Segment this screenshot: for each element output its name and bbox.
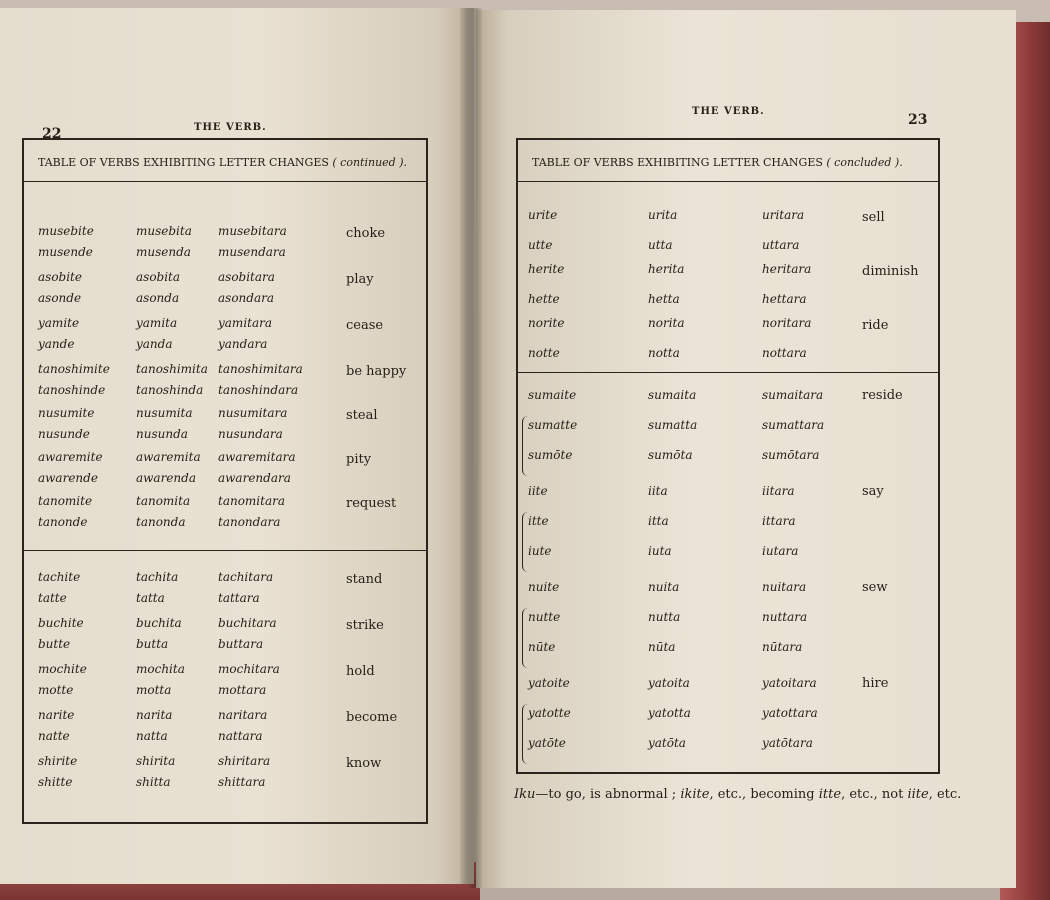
verb-table bbox=[516, 138, 940, 774]
verb-form: asonde bbox=[38, 291, 82, 305]
verb-form: nusumita bbox=[136, 406, 193, 420]
gloss: sell bbox=[862, 210, 885, 225]
verb-form: utta bbox=[648, 238, 673, 252]
verb-form: tanoshinde bbox=[38, 383, 106, 397]
variant-brace bbox=[522, 512, 529, 572]
verb-form: musebitara bbox=[218, 224, 287, 238]
verb-form: awarende bbox=[38, 471, 98, 485]
verb-form: yanda bbox=[136, 337, 173, 351]
verb-form: sumaitara bbox=[762, 388, 824, 402]
verb-form: hette bbox=[528, 292, 560, 306]
gloss: become bbox=[346, 710, 398, 725]
verb-form: tachite bbox=[38, 570, 81, 584]
verb-form: nūte bbox=[528, 640, 556, 654]
table-title-suffix: ( concluded ). bbox=[826, 156, 903, 169]
verb-form: narite bbox=[38, 708, 75, 722]
verb-form: narita bbox=[136, 708, 173, 722]
verb-form: sumōta bbox=[648, 448, 693, 462]
verb-form: tachita bbox=[136, 570, 179, 584]
verb-form: noritara bbox=[762, 316, 812, 330]
verb-form: awaremite bbox=[38, 450, 103, 464]
verb-form: nusunde bbox=[38, 427, 90, 441]
verb-form: tanondara bbox=[218, 515, 281, 529]
verb-form: yamite bbox=[38, 316, 80, 330]
verb-form: tachitara bbox=[218, 570, 274, 584]
verb-form: yatotte bbox=[528, 706, 571, 720]
verb-form: yamita bbox=[136, 316, 178, 330]
verb-form: yatoitara bbox=[762, 676, 817, 690]
verb-form: buchite bbox=[38, 616, 84, 630]
verb-form: mottara bbox=[218, 683, 267, 697]
footnote-example-3: iite bbox=[907, 787, 929, 802]
gloss: be happy bbox=[346, 364, 407, 379]
gloss: hold bbox=[346, 664, 375, 679]
verb-form: asobitara bbox=[218, 270, 275, 284]
running-head: THE VERB. bbox=[194, 122, 267, 133]
verb-form: iute bbox=[528, 544, 552, 558]
footnote-text: —to go, is abnormal ; bbox=[535, 787, 681, 802]
verb-form: naritara bbox=[218, 708, 268, 722]
gloss: request bbox=[346, 496, 397, 511]
verb-form: norita bbox=[648, 316, 685, 330]
verb-form: nottara bbox=[762, 346, 807, 360]
verb-form: shiritara bbox=[218, 754, 271, 768]
verb-form: mochite bbox=[38, 662, 87, 676]
table-section-divider bbox=[24, 550, 426, 551]
verb-form: butte bbox=[38, 637, 71, 651]
right-page bbox=[476, 10, 1016, 888]
verb-form: sumatte bbox=[528, 418, 578, 432]
table-caption bbox=[518, 140, 938, 182]
verb-form: natta bbox=[136, 729, 168, 743]
verb-form: uritara bbox=[762, 208, 805, 222]
verb-form: hettara bbox=[762, 292, 807, 306]
verb-form: yatoite bbox=[528, 676, 570, 690]
verb-form: shirite bbox=[38, 754, 78, 768]
verb-form: ittara bbox=[762, 514, 796, 528]
gloss: cease bbox=[346, 318, 384, 333]
verb-form: urite bbox=[528, 208, 558, 222]
verb-form: herita bbox=[648, 262, 685, 276]
verb-form: nutte bbox=[528, 610, 561, 624]
verb-form: yatottara bbox=[762, 706, 818, 720]
gloss: diminish bbox=[862, 264, 919, 279]
table-title: TABLE OF VERBS EXHIBITING LETTER CHANGES bbox=[532, 156, 823, 169]
table-title-suffix: ( continued ). bbox=[332, 156, 407, 169]
verb-form: nusunda bbox=[136, 427, 188, 441]
verb-form: sumattara bbox=[762, 418, 825, 432]
verb-form: asobite bbox=[38, 270, 82, 284]
variant-brace bbox=[522, 704, 529, 764]
verb-form: shirita bbox=[136, 754, 176, 768]
verb-form: nutta bbox=[648, 610, 681, 624]
verb-form: tanoshinda bbox=[136, 383, 204, 397]
verb-form: tanoshindara bbox=[218, 383, 299, 397]
gloss: reside bbox=[862, 388, 903, 403]
variant-brace bbox=[522, 416, 529, 476]
verb-form: heritara bbox=[762, 262, 812, 276]
verb-form: yatotta bbox=[648, 706, 691, 720]
verb-form: shitte bbox=[38, 775, 73, 789]
verb-form: tatte bbox=[38, 591, 67, 605]
verb-form: norite bbox=[528, 316, 565, 330]
verb-form: musendara bbox=[218, 245, 286, 259]
verb-form: asondara bbox=[218, 291, 274, 305]
verb-form: motte bbox=[38, 683, 74, 697]
verb-form: tanonde bbox=[38, 515, 88, 529]
verb-form: asobita bbox=[136, 270, 181, 284]
verb-form: motta bbox=[136, 683, 172, 697]
verb-form: iuta bbox=[648, 544, 672, 558]
gloss: say bbox=[862, 484, 884, 499]
table-section-divider bbox=[518, 372, 938, 373]
verb-form: tanoshimita bbox=[136, 362, 208, 376]
verb-form: nuite bbox=[528, 580, 560, 594]
gloss: hire bbox=[862, 676, 889, 691]
gloss: know bbox=[346, 756, 382, 771]
footnote bbox=[514, 787, 961, 802]
verb-form: tattara bbox=[218, 591, 260, 605]
verb-form: shittara bbox=[218, 775, 266, 789]
verb-form: iita bbox=[648, 484, 668, 498]
table-title: TABLE OF VERBS EXHIBITING LETTER CHANGES bbox=[38, 156, 329, 169]
verb-form: sumaite bbox=[528, 388, 577, 402]
verb-form: awaremita bbox=[136, 450, 201, 464]
verb-form: tanomitara bbox=[218, 494, 286, 508]
verb-form: nusumite bbox=[38, 406, 95, 420]
footnote-example-1: ikite bbox=[680, 787, 710, 802]
variant-brace bbox=[522, 608, 529, 668]
verb-form: shitta bbox=[136, 775, 171, 789]
verb-form: tanomite bbox=[38, 494, 93, 508]
gloss: steal bbox=[346, 408, 378, 423]
footnote-mid-2: , etc., not bbox=[841, 787, 908, 802]
gloss: sew bbox=[862, 580, 888, 595]
verb-form: musebite bbox=[38, 224, 94, 238]
gloss: choke bbox=[346, 226, 386, 241]
verb-form: iitara bbox=[762, 484, 795, 498]
verb-form: notta bbox=[648, 346, 680, 360]
verb-form: hetta bbox=[648, 292, 680, 306]
footnote-mid: , etc., becoming bbox=[709, 787, 819, 802]
verb-form: asonda bbox=[136, 291, 180, 305]
verb-form: nuita bbox=[648, 580, 680, 594]
verb-form: iite bbox=[528, 484, 548, 498]
verb-form: yandara bbox=[218, 337, 268, 351]
gloss: play bbox=[346, 272, 374, 287]
verb-form: yande bbox=[38, 337, 75, 351]
verb-form: yatōta bbox=[648, 736, 686, 750]
verb-form: natte bbox=[38, 729, 70, 743]
verb-form: iutara bbox=[762, 544, 799, 558]
verb-form: awarendara bbox=[218, 471, 291, 485]
verb-form: nattara bbox=[218, 729, 263, 743]
table-caption bbox=[24, 140, 426, 182]
running-head: THE VERB. bbox=[692, 106, 765, 117]
verb-form: butta bbox=[136, 637, 169, 651]
verb-form: sumaita bbox=[648, 388, 697, 402]
verb-form: nūtara bbox=[762, 640, 803, 654]
verb-form: nusundara bbox=[218, 427, 283, 441]
verb-form: yatoita bbox=[648, 676, 690, 690]
footnote-lead: Iku bbox=[514, 787, 536, 802]
verb-form: nusumitara bbox=[218, 406, 288, 420]
verb-form: nūta bbox=[648, 640, 676, 654]
footnote-end: , etc. bbox=[928, 787, 962, 802]
verb-form: mochitara bbox=[218, 662, 280, 676]
verb-form: nuttara bbox=[762, 610, 808, 624]
verb-form: buchita bbox=[136, 616, 182, 630]
verb-form: herite bbox=[528, 262, 565, 276]
verb-form: yatōtara bbox=[762, 736, 813, 750]
verb-form: nuitara bbox=[762, 580, 807, 594]
verb-form: musebita bbox=[136, 224, 192, 238]
verb-form: tanonda bbox=[136, 515, 186, 529]
verb-form: tanomita bbox=[136, 494, 191, 508]
page-number: 22 bbox=[42, 126, 62, 142]
verb-form: tanoshimitara bbox=[218, 362, 303, 376]
verb-form: yamitara bbox=[218, 316, 273, 330]
page-number: 23 bbox=[908, 112, 928, 128]
gloss: ride bbox=[862, 318, 889, 333]
verb-form: buttara bbox=[218, 637, 264, 651]
verb-form: itta bbox=[648, 514, 669, 528]
verb-form: notte bbox=[528, 346, 560, 360]
book-gutter bbox=[468, 8, 482, 888]
gloss: strike bbox=[346, 618, 384, 633]
verb-form: musenda bbox=[136, 245, 191, 259]
verb-form: urita bbox=[648, 208, 678, 222]
verb-form: utte bbox=[528, 238, 553, 252]
verb-form: tatta bbox=[136, 591, 165, 605]
verb-form: sumatta bbox=[648, 418, 698, 432]
verb-form: uttara bbox=[762, 238, 800, 252]
verb-form: awaremitara bbox=[218, 450, 296, 464]
footnote-example-2: itte bbox=[818, 787, 842, 802]
verb-form: buchitara bbox=[218, 616, 277, 630]
verb-form: mochita bbox=[136, 662, 185, 676]
verb-table bbox=[22, 138, 428, 824]
gloss: stand bbox=[346, 572, 383, 587]
gloss: pity bbox=[346, 452, 372, 467]
verb-form: musende bbox=[38, 245, 93, 259]
verb-form: tanoshimite bbox=[38, 362, 110, 376]
verb-form: sumōtara bbox=[762, 448, 820, 462]
verb-form: itte bbox=[528, 514, 549, 528]
verb-form: sumōte bbox=[528, 448, 573, 462]
verb-form: awarenda bbox=[136, 471, 196, 485]
verb-form: yatōte bbox=[528, 736, 566, 750]
left-page bbox=[0, 8, 474, 884]
